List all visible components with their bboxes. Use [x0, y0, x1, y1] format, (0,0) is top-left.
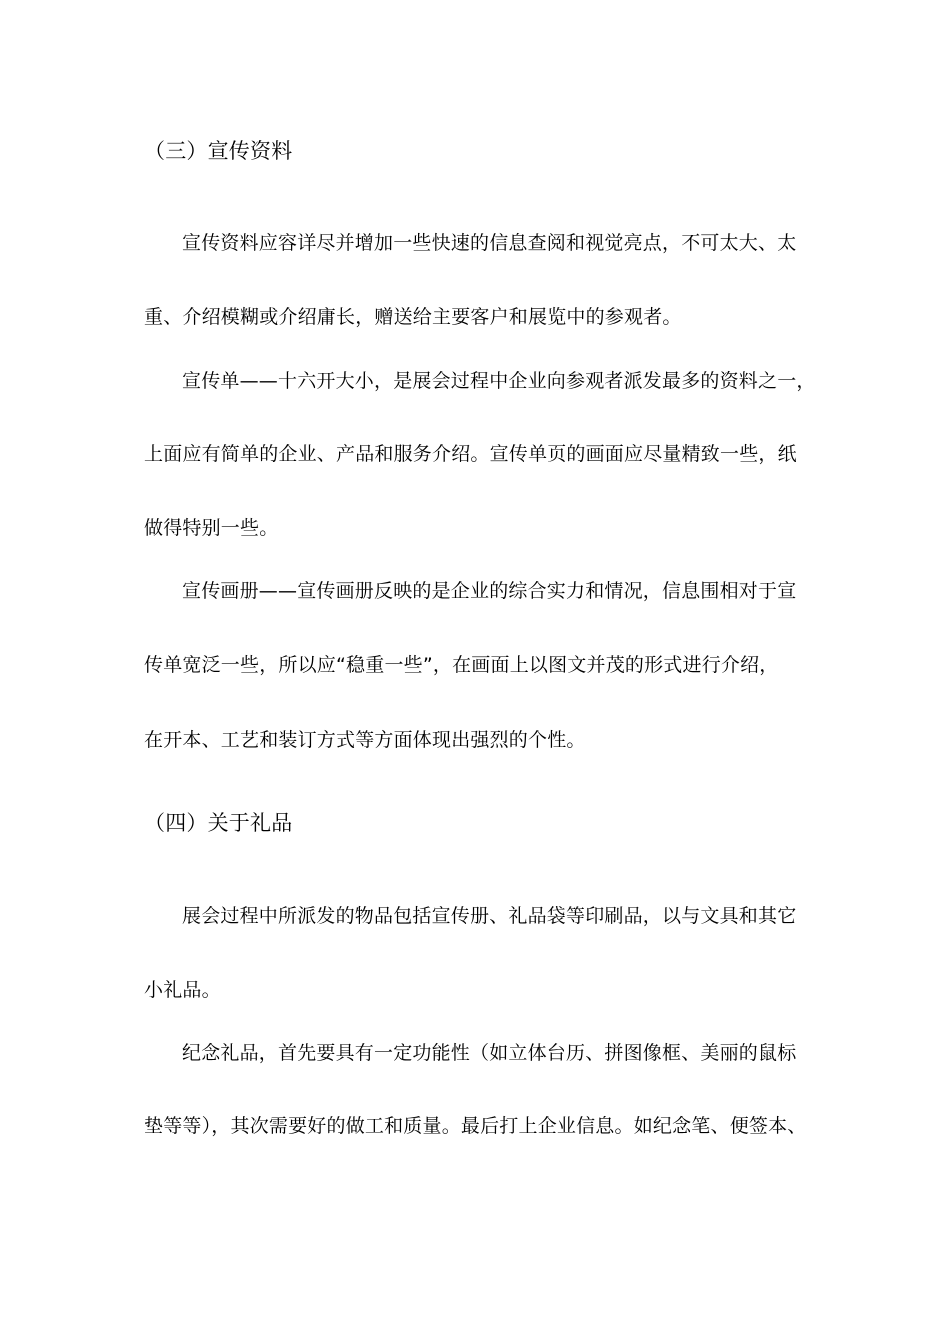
paragraph-line: 宣传单——十六开大小，是展会过程中企业向参观者派发最多的资料之一， [182, 370, 816, 392]
paragraph-line: 小礼品。 [144, 979, 221, 1001]
paragraph-line: 展会过程中所派发的物品包括宣传册、礼品袋等印刷品，以与文具和其它 [182, 905, 797, 927]
paragraph-line: 宣传画册——宣传画册反映的是企业的综合实力和情况，信息围相对于宣 [182, 580, 797, 602]
section-heading: （三）宣传资料 [144, 139, 293, 163]
paragraph-line: 纪念礼品，首先要具有一定功能性（如立体台历、拼图像框、美丽的鼠标 [182, 1042, 797, 1064]
paragraph-line: 上面应有简单的企业、产品和服务介绍。宣传单页的画面应尽量精致一些，纸 [144, 443, 797, 465]
paragraph-line: 传单宽泛一些，所以应“稳重一些”，在画面上以图文并茂的形式进行介绍， [144, 654, 779, 676]
paragraph-line: 重、介绍模糊或介绍庸长，赠送给主要客户和展览中的参观者。 [144, 306, 682, 328]
paragraph-line: 在开本、工艺和装订方式等方面体现出强烈的个性。 [144, 729, 586, 751]
section-heading: （四）关于礼品 [144, 811, 293, 835]
paragraph-line: 做得特别一些。 [144, 517, 279, 539]
paragraph-line: 宣传资料应容详尽并增加一些快速的信息查阅和视觉亮点，不可太大、太 [182, 232, 797, 254]
paragraph-line: 垫等等），其次需要好的做工和质量。最后打上企业信息。如纪念笔、便签本、 [144, 1115, 807, 1137]
